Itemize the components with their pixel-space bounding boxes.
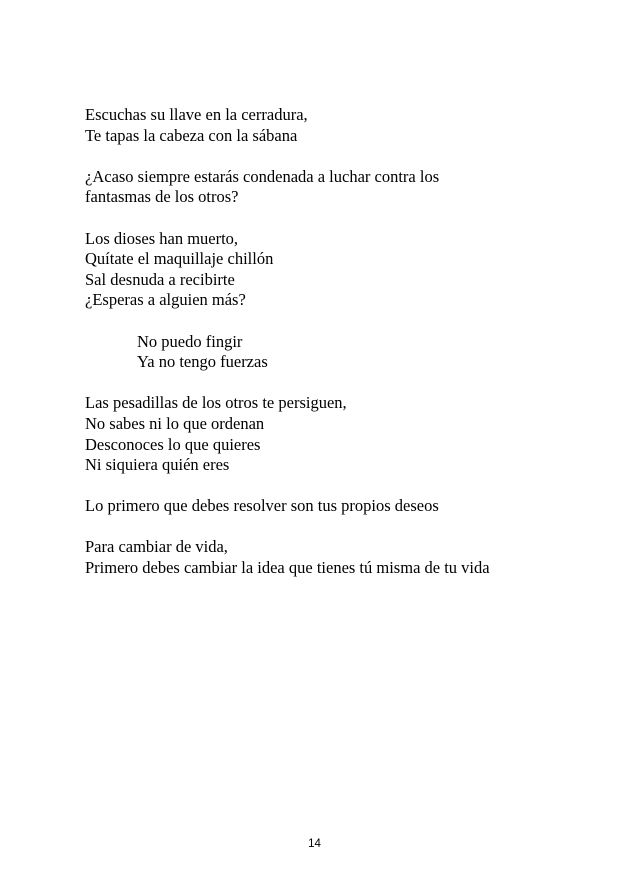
poem-line: Quítate el maquillaje chillón: [85, 249, 274, 269]
poem-line: Para cambiar de vida,: [85, 537, 228, 557]
poem-line: No sabes ni lo que ordenan: [85, 413, 265, 433]
poem-line: Los dioses han muerto,: [85, 228, 239, 248]
stanza-2: [85, 167, 605, 208]
poem-line: Desconoces lo que quieres: [85, 434, 261, 454]
poem-line: ¿Esperas a alguien más?: [85, 290, 246, 310]
poem-line: No puedo fingir: [137, 331, 243, 351]
page-number: 14: [308, 838, 321, 850]
stanza-7: [85, 537, 605, 578]
poem-line: Ya no tengo fuerzas: [137, 352, 268, 372]
stanza-6: [85, 496, 605, 517]
stanza-4-indented: [85, 332, 605, 373]
poem-line: Sal desnuda a recibirte: [85, 269, 235, 289]
poem-line: fantasmas de los otros?: [85, 187, 239, 207]
poem-line: Lo primero que debes resolver son tus propios deseos: [85, 496, 439, 516]
poem-line: Primero debes cambiar la idea que tienes tú misma de tu vida: [85, 558, 490, 578]
poem-line: Escuchas su llave en la cerradura,: [85, 105, 308, 124]
poem-line: Te tapas la cabeza con la sábana: [85, 125, 298, 145]
poem-line: Ni siquiera quién eres: [85, 455, 230, 475]
poem-line: Las pesadillas de los otros te persiguen,: [85, 393, 347, 413]
stanza-5: [85, 393, 605, 475]
stanza-3: [85, 229, 605, 311]
poem-body: [85, 105, 605, 599]
poem-line: ¿Acaso siempre estarás condenada a luchar contra los: [85, 166, 440, 186]
stanza-1: [85, 105, 605, 146]
